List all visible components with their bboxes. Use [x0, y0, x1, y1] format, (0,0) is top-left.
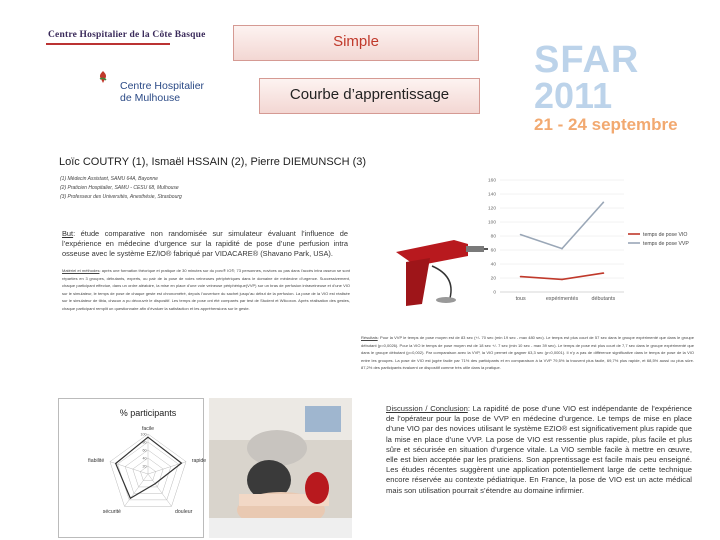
- radar-ring-label: 20: [142, 464, 147, 469]
- objective-text: : étude comparative non randomisée sur simulateur évaluant l’influence de l’expérience en médecine d’urgence sur la rapidité de pose d’une perfusion intra osseuse avec le système EZ/IO® fabriqué par VIDACARE® (Shavano Park, USA).: [62, 229, 348, 258]
- hospital-logo-top: Centre Hospitalier de la Côte Basque: [48, 30, 206, 40]
- hospital-logo-bottom: [120, 80, 204, 104]
- hospital-logo-line2: de Mulhouse: [120, 92, 181, 104]
- y-tick-label: 140: [487, 192, 496, 198]
- y-tick-label: 60: [490, 248, 496, 254]
- hospital-emblem-icon: [96, 70, 110, 84]
- objective-label: But: [62, 229, 74, 238]
- hospital-logo-line1: Centre Hospitalier: [120, 80, 205, 92]
- affiliation-3: (3) Professeur des Universités, Anesthésie, Strasbourg: [60, 194, 182, 200]
- results-label: Résultats: [361, 335, 378, 340]
- radar-ring-label: 100: [140, 432, 147, 437]
- y-tick-label: 80: [490, 234, 496, 240]
- results-text: : Pour la VVP le temps de pose moyen est de 83 sec (+/- 70 sec (min 19 sec - max 480 sec). Le temps est plus court de 57 sec dans le groupe expérimenté que dans le groupe débutant (p=0,0026). Pour la VIO le temps de pose moyen est de 18 sec +/- 7 sec (min 10 sec - max 39 sec). Le temps de pose est plus court de 7,7 sec dans le groupe expérimenté que dans le groupe débutant (p=0,002). Par comparaison avec la VVP, la VIO permet de gagner 63,3 sec (p<0,0001). Il n’y a pas de différence significative dans le temps de pose de la VIO entre les groupes. La pose de VIO est jugée facile par 71% des participants et en comparaison à la VVP 79,5% la trouvent plus facile, 69,7% plus rapide, et 68,5% aussi ou plus sûre. 87,2% des participants évaluent ce dispositif comme très utile dans la pratique.: [361, 335, 694, 371]
- radar-ring-label: 60: [142, 448, 147, 453]
- congress-dates: 21 - 24 septembre: [534, 115, 678, 134]
- discussion-text: : La rapidité de pose d’une VIO est indépendante de l’expérience de l’opérateur pour la pose de VVP en médecine d’urgence. Le temps de mise en place d’une VIO par des novices utilisant le système EZIO® est significativement plus rapide que la mise en place d’une VVP. La pose de VIO est ressentie plus rapide, plus facile et plus sûre et sécurisée en situation d’urgence vitale. La VIO semble facile à mettre en œuvre, elle est bien acceptée par les praticiens. Son apprentissage est facile mais peu enseigné. Les études récentes suggèrent une application potentiellement large de cette technique encore réservée au contexte pédiatrique. En France, la pose de VIO est un acte médical mais son utilisation pourrait s’étendre au domaine infirmier.: [386, 404, 693, 495]
- legend-label: temps de pose VVP: [643, 240, 689, 247]
- radar-axis-label: rapide: [191, 457, 207, 464]
- poster-subtitle: Courbe d’apprentissage: [289, 86, 450, 103]
- radar-axis-label: sécurité: [102, 509, 121, 516]
- x-tick-label: expérimentés: [545, 296, 579, 302]
- radar-title: % participants: [119, 408, 177, 418]
- ezio-device-image: [376, 222, 488, 310]
- radar-spoke: [148, 474, 172, 506]
- authors: Loïc COUTRY (1), Ismaël HSSAIN (2), Pierre DIEMUNSCH (3): [59, 156, 367, 168]
- data-point: [561, 248, 563, 250]
- methods-text: : après une formation théorique et pratique de 30 minutes sur du porc® IO®, 73 personnes, novices ou pas dans l’accès intra osseux se sont réparties en 3 groupes, débutants, experts, ou pair de la pose de voies veineuses périphériques dans le domaine de médecine d’urgence. Successivement, chaque participant effectue, dans un ordre aléatoire, la mise en place d’une voie veineuse périphérique(VVP) sur un bras de perfusion intraveineuse et d’une VIO sur le simulateur, le temps de pose de chaque geste est chronométré, depuis l’ouverture du sachet jusqu’au début de la perfusion. La pose de la VIO est réalisée sur le simulateur de tibia, chacun a pu découvrir le dispositif. Les temps de pose ont été comparés par test de Student et Wilcoxon. Après réalisation des gestes, chaque participant remplit un questionnaire afin d’évaluer la satisfaction et les appréhensions sur le geste.: [62, 268, 350, 311]
- data-point: [602, 202, 604, 204]
- x-tick-label: tous: [515, 296, 526, 302]
- radar-axis-label: douleur: [175, 509, 193, 516]
- methods-label: Matériel et méthodes: [62, 268, 100, 273]
- objective-section: [62, 229, 348, 259]
- discussion-section: [386, 404, 692, 496]
- poster-title: Simple: [333, 33, 379, 50]
- y-tick-label: 20: [490, 276, 496, 282]
- time-chart: [478, 168, 710, 308]
- y-tick-label: 160: [487, 178, 496, 184]
- legend-label: temps de pose VIO: [643, 231, 688, 238]
- y-tick-label: 40: [490, 262, 496, 268]
- radar-axis-label: facile: [141, 426, 155, 432]
- discussion-label: Discussion / Conclusion: [386, 404, 468, 413]
- affiliation-1: (1) Médecin Assistant, SAMU 64A, Bayonne: [60, 176, 158, 182]
- affiliation-2: (2) Praticien Hospitalier, SAMU - CESU 68, Mulhouse: [60, 185, 179, 191]
- y-tick-label: 0: [493, 290, 496, 296]
- data-point: [520, 276, 522, 278]
- congress-logo: [532, 32, 692, 142]
- y-tick-label: 120: [487, 206, 496, 212]
- satisfaction-radar: [58, 398, 207, 538]
- methods-section: [62, 267, 350, 313]
- data-point: [561, 279, 563, 281]
- radar-ring-label: 80: [142, 440, 147, 445]
- data-point: [602, 272, 604, 274]
- series-line: [521, 202, 604, 248]
- logo-underline: [46, 43, 170, 45]
- radar-axis-label: fiabilité: [88, 457, 105, 464]
- congress-year: 2011: [534, 75, 613, 116]
- congress-name: SFAR: [534, 39, 640, 81]
- x-tick-label: débutants: [591, 296, 616, 302]
- results-section: [361, 334, 694, 372]
- series-line: [521, 273, 604, 279]
- data-point: [520, 234, 522, 236]
- simulation-photo: [209, 398, 352, 538]
- y-tick-label: 100: [487, 220, 496, 226]
- radar-ring-label: 40: [142, 456, 147, 461]
